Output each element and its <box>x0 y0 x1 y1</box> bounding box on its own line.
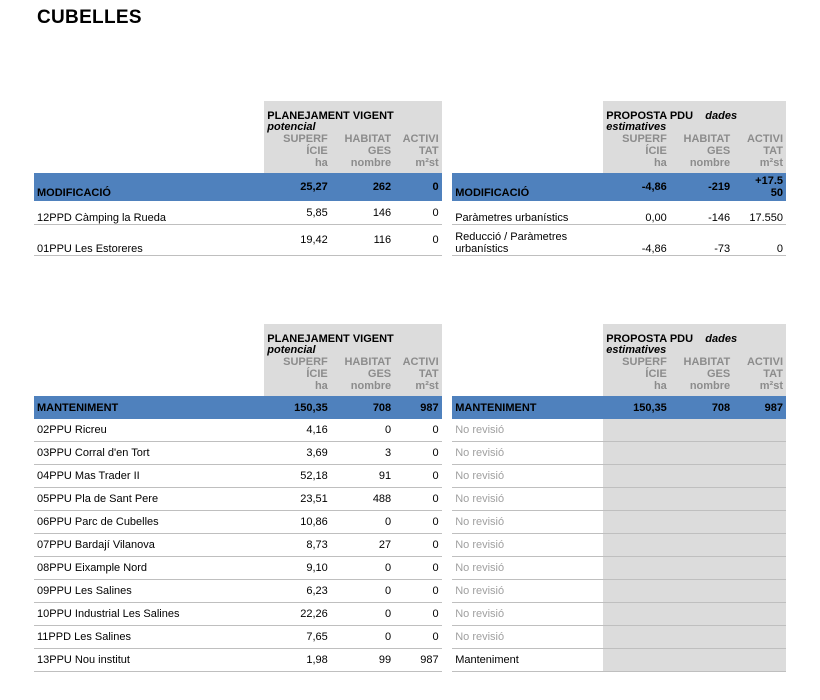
row-proposal-activitat <box>733 419 786 442</box>
row-name: 09PPU Les Salines <box>34 580 264 603</box>
row-name: 12PPD Càmping la Rueda <box>34 201 264 225</box>
row-proposal-habitatges <box>670 557 733 580</box>
right-total-superficie: 150,35 <box>603 396 670 419</box>
row-proposal-name: Paràmetres urbanístics <box>452 201 603 225</box>
row-proposal-status: No revisió <box>452 580 603 603</box>
row-proposal-status: No revisió <box>452 465 603 488</box>
row-name: 13PPU Nou institut <box>34 649 264 672</box>
row-proposal-superficie <box>603 603 670 626</box>
table-row <box>34 557 786 580</box>
table-row <box>34 488 786 511</box>
row-name: 04PPU Mas Trader II <box>34 465 264 488</box>
right-header-title: PROPOSTA PDU <box>606 333 694 345</box>
right-header-subtitle: estimatives <box>606 121 667 133</box>
row-habitatges: 3 <box>331 442 394 465</box>
row-proposal-superficie: -4,86 <box>603 225 670 256</box>
row-habitatges: 0 <box>331 511 394 534</box>
row-habitatges: 99 <box>331 649 394 672</box>
row-habitatges: 116 <box>331 225 394 256</box>
col-header-activitat: ACTIVI TAT m²st <box>402 133 439 169</box>
table-row <box>34 649 786 672</box>
header-row <box>34 324 786 396</box>
total-activitat: 987 <box>394 396 441 419</box>
row-name: 01PPU Les Estoreres <box>34 225 264 256</box>
row-superficie: 6,23 <box>264 580 331 603</box>
row-proposal-activitat: 0 <box>733 225 786 256</box>
row-proposal-activitat <box>733 465 786 488</box>
row-proposal-habitatges <box>670 603 733 626</box>
row-proposal-status: No revisió <box>452 626 603 649</box>
row-habitatges: 0 <box>331 603 394 626</box>
row-activitat: 0 <box>394 557 441 580</box>
right-header <box>603 101 786 173</box>
right-total-superficie: -4,86 <box>603 173 670 201</box>
row-proposal-superficie <box>603 580 670 603</box>
col-header-activitat: ACTIVI TAT m²st <box>746 133 783 169</box>
table-row <box>34 534 786 557</box>
row-superficie: 10,86 <box>264 511 331 534</box>
table-row <box>34 603 786 626</box>
row-proposal-superficie <box>603 419 670 442</box>
row-proposal-activitat <box>733 626 786 649</box>
col-header-habitatges: HABITAT GES nombre <box>683 356 731 392</box>
row-habitatges: 0 <box>331 626 394 649</box>
row-proposal-habitatges: -146 <box>670 201 733 225</box>
row-superficie: 22,26 <box>264 603 331 626</box>
col-header-superficie: SUPERF ÍCIE ha <box>283 133 328 169</box>
row-proposal-habitatges: -73 <box>670 225 733 256</box>
modificacio-table <box>34 101 786 256</box>
right-header-title-extra: dades <box>705 110 738 122</box>
total-superficie: 25,27 <box>264 173 331 201</box>
right-total-habitatges: 708 <box>670 396 733 419</box>
row-activitat: 987 <box>394 649 441 672</box>
col-header-habitatges: HABITAT GES nombre <box>344 133 392 169</box>
row-activitat: 0 <box>394 488 441 511</box>
left-header-subtitle: potencial <box>267 344 316 356</box>
total-label: MODIFICACIÓ <box>34 173 264 201</box>
row-activitat: 0 <box>394 442 441 465</box>
left-header-subtitle: potencial <box>267 121 316 133</box>
row-proposal-habitatges <box>670 488 733 511</box>
row-proposal-superficie <box>603 557 670 580</box>
right-header-subtitle: estimatives <box>606 344 667 356</box>
table-row <box>34 580 786 603</box>
row-activitat: 0 <box>394 603 441 626</box>
row-superficie: 9,10 <box>264 557 331 580</box>
row-activitat: 0 <box>394 419 441 442</box>
row-activitat: 0 <box>394 511 441 534</box>
right-total-activitat: +17.5 50 <box>733 173 786 201</box>
row-proposal-superficie <box>603 488 670 511</box>
col-header-superficie: SUPERF ÍCIE ha <box>283 356 328 392</box>
row-proposal-superficie <box>603 511 670 534</box>
row-name: 10PPU Industrial Les Salines <box>34 603 264 626</box>
row-proposal-habitatges <box>670 580 733 603</box>
row-name: 03PPU Corral d'en Tort <box>34 442 264 465</box>
row-proposal-activitat <box>733 442 786 465</box>
row-name: 08PPU Eixample Nord <box>34 557 264 580</box>
left-header <box>264 101 441 173</box>
row-name: 07PPU Bardají Vilanova <box>34 534 264 557</box>
row-habitatges: 146 <box>331 201 394 225</box>
row-proposal-status: No revisió <box>452 488 603 511</box>
row-proposal-status: No revisió <box>452 534 603 557</box>
col-header-superficie: SUPERF ÍCIE ha <box>622 133 667 169</box>
row-proposal-activitat <box>733 557 786 580</box>
row-proposal-status: No revisió <box>452 603 603 626</box>
row-proposal-activitat <box>733 603 786 626</box>
page-title: CUBELLES <box>37 7 142 28</box>
row-name: 11PPD Les Salines <box>34 626 264 649</box>
table-row <box>34 465 786 488</box>
row-proposal-habitatges <box>670 534 733 557</box>
col-header-superficie: SUPERF ÍCIE ha <box>622 356 667 392</box>
row-superficie: 5,85 <box>264 201 331 225</box>
row-superficie: 1,98 <box>264 649 331 672</box>
total-row <box>34 173 786 201</box>
header-row <box>34 101 786 173</box>
row-superficie: 19,42 <box>264 225 331 256</box>
row-proposal-activitat <box>733 649 786 672</box>
manteniment-table <box>34 324 786 672</box>
row-proposal-activitat <box>733 488 786 511</box>
col-header-habitatges: HABITAT GES nombre <box>683 133 731 169</box>
row-proposal-activitat <box>733 534 786 557</box>
total-superficie: 150,35 <box>264 396 331 419</box>
row-superficie: 4,16 <box>264 419 331 442</box>
row-activitat: 0 <box>394 201 441 225</box>
row-proposal-superficie <box>603 442 670 465</box>
row-superficie: 8,73 <box>264 534 331 557</box>
table-row <box>34 225 786 256</box>
row-activitat: 0 <box>394 465 441 488</box>
right-total-activitat: 987 <box>733 396 786 419</box>
row-proposal-status: Manteniment <box>452 649 603 672</box>
row-name: 05PPU Pla de Sant Pere <box>34 488 264 511</box>
row-proposal-status: No revisió <box>452 442 603 465</box>
right-total-habitatges: -219 <box>670 173 733 201</box>
row-proposal-status: No revisió <box>452 419 603 442</box>
row-activitat: 0 <box>394 580 441 603</box>
table-row <box>34 511 786 534</box>
row-activitat: 0 <box>394 534 441 557</box>
total-label: MANTENIMENT <box>34 396 264 419</box>
row-name: 06PPU Parc de Cubelles <box>34 511 264 534</box>
row-proposal-superficie <box>603 465 670 488</box>
table-row <box>34 442 786 465</box>
row-proposal-habitatges <box>670 511 733 534</box>
col-header-habitatges: HABITAT GES nombre <box>344 356 392 392</box>
row-proposal-activitat <box>733 580 786 603</box>
row-proposal-status: No revisió <box>452 511 603 534</box>
col-header-activitat: ACTIVI TAT m²st <box>746 356 783 392</box>
table-row <box>34 419 786 442</box>
table-row <box>34 626 786 649</box>
row-proposal-superficie <box>603 649 670 672</box>
row-superficie: 23,51 <box>264 488 331 511</box>
row-habitatges: 488 <box>331 488 394 511</box>
row-activitat: 0 <box>394 626 441 649</box>
row-name: 02PPU Ricreu <box>34 419 264 442</box>
row-habitatges: 91 <box>331 465 394 488</box>
row-activitat: 0 <box>394 225 441 256</box>
right-total-label: MODIFICACIÓ <box>452 173 603 201</box>
row-superficie: 3,69 <box>264 442 331 465</box>
row-proposal-superficie: 0,00 <box>603 201 670 225</box>
row-habitatges: 27 <box>331 534 394 557</box>
total-row <box>34 396 786 419</box>
row-proposal-status: No revisió <box>452 557 603 580</box>
total-habitatges: 708 <box>331 396 394 419</box>
row-proposal-habitatges <box>670 442 733 465</box>
row-habitatges: 0 <box>331 419 394 442</box>
row-proposal-activitat: 17.550 <box>733 201 786 225</box>
table-row <box>34 201 786 225</box>
right-header <box>603 324 786 396</box>
right-header-title: PROPOSTA PDU <box>606 110 694 122</box>
row-proposal-superficie <box>603 626 670 649</box>
row-proposal-habitatges <box>670 626 733 649</box>
total-activitat: 0 <box>394 173 441 201</box>
row-proposal-habitatges <box>670 465 733 488</box>
row-proposal-superficie <box>603 534 670 557</box>
col-header-activitat: ACTIVI TAT m²st <box>402 356 439 392</box>
row-proposal-activitat <box>733 511 786 534</box>
total-habitatges: 262 <box>331 173 394 201</box>
row-habitatges: 0 <box>331 557 394 580</box>
left-header <box>264 324 441 396</box>
row-proposal-habitatges <box>670 649 733 672</box>
row-superficie: 52,18 <box>264 465 331 488</box>
right-header-title-extra: dades <box>705 333 738 345</box>
left-header-title: PLANEJAMENT VIGENT <box>267 333 394 345</box>
left-header-title: PLANEJAMENT VIGENT <box>267 110 394 122</box>
row-proposal-habitatges <box>670 419 733 442</box>
row-habitatges: 0 <box>331 580 394 603</box>
row-superficie: 7,65 <box>264 626 331 649</box>
row-proposal-name: Reducció / Paràmetres urbanístics <box>452 225 603 256</box>
right-total-label: MANTENIMENT <box>452 396 603 419</box>
